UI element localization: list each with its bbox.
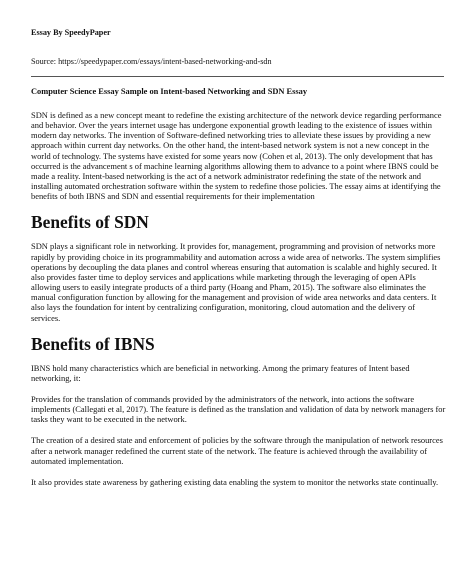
section-heading-ibns: Benefits of IBNS [31,333,155,354]
source-line [31,57,272,66]
sdn-paragraph: SDN plays a significant role in networking. It provides for, management, programming and provision of networks more rapidly by providing choice in its programmability and automation across a wide area of networks. The system simplifies operations by decoupling the data planes and control whereas ensuring that automation is scalable and highly secured. It also provides faster time to deploy services and applications while marketing through the leveraging of open APIs allowing users to easily integrate products of a third party (Hoang and Pham, 2015). The software also eliminates the manual configuration function by allowing for the management and provision of wide area networks and data centers. It also lays the foundation for intent by centralizing configuration, monitoring, cloud automation and the delivery of services. [31,241,441,323]
ibns-paragraph: It also provides state awareness by gathering existing data enabling the system to monitor the networks state continually. [31,476,439,487]
section-heading-sdn: Benefits of SDN [31,212,149,233]
source-label: Source: [31,57,57,66]
source-url: https://speedypaper.com/essays/intent-based-networking-and-sdn [58,57,272,66]
essay-title: Computer Science Essay Sample on Intent-based Networking and SDN Essay [31,87,308,96]
ibns-paragraph: The creation of a desired state and enforcement of policies by the software through the manipulation of network resources after a network manager redefined the current state of the network. The feature is achieved through the availability of automated implementation. [31,435,443,466]
ibns-paragraph: IBNS hold many characteristics which are beneficial in networking. Among the primary features of Intent based networking, it: [31,362,410,383]
intro-paragraph: SDN is defined as a new concept meant to redefine the existing architecture of the network device regarding performance and behavior. Over the years internet usage has undergone exponential growth leading to the existence of issues within modern day networks. The invention of Software-defined networking tries to alleviate these issues by providing a new approach within current day networks. On the other hand, the intent-based network system is not a new concept in the world of technology. The systems have existed for some years now (Cohen et al, 2013). The only development that has occurred is the advancement s of machine learning algorithms allowing them to advance to a point where IBNS could be made a reality. Intent-based networking is the act of a network administrator redefining the state of the network and installing automated orchestration software within the system to redefine those policies. The essay aims at identifying the benefits of both IBNS and SDN and essential requirements for their implementation [31,110,442,202]
header-divider [31,76,444,77]
ibns-paragraph: Provides for the translation of commands provided by the administrators of the network, into actions the software implements (Callegati et al, 2017). The feature is defined as the translation and validation of data by network managers for tasks they want to be executed in the network. [31,393,446,425]
essay-body [31,110,446,498]
essay-source-title: Essay By SpeedyPaper [31,28,111,37]
